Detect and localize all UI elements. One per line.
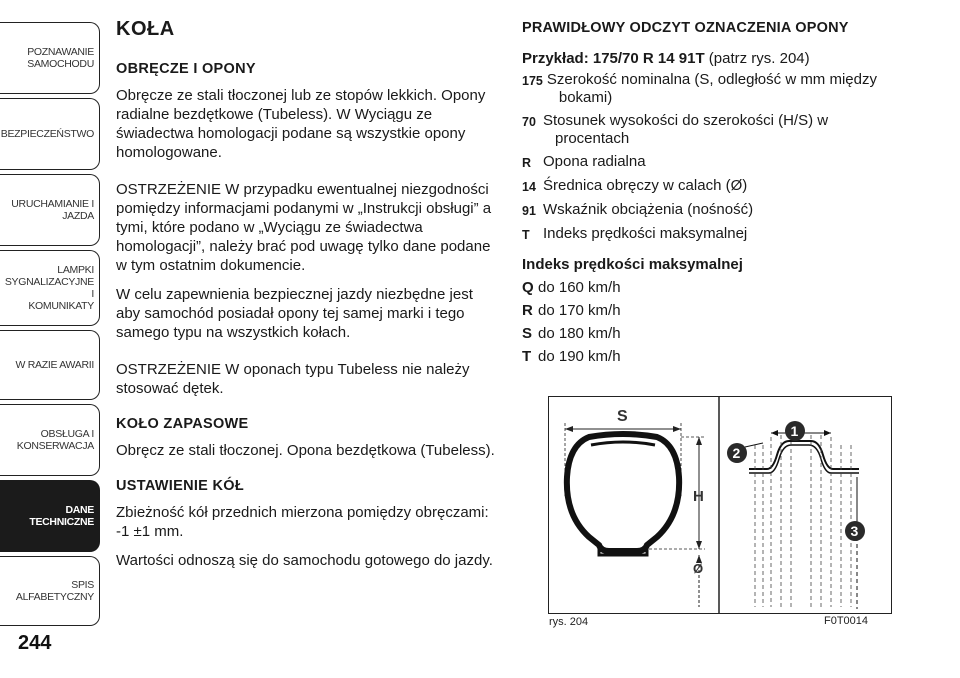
- warning-paragraph: OSTRZEŻENIE W oponach typu Tubeless nie należy stosować dętek.: [116, 361, 470, 397]
- left-column: [116, 18, 496, 580]
- page-number: 244: [18, 632, 52, 654]
- warning-paragraph: OSTRZEŻENIE W przypadku ewentualnej niezgodności pomiędzy informacjami podanymi w „Instrukcji obsługi” a tymi, które podano w „Wyciągu ze świadectwa homologacji”, należy brać pod uwagę tylko dane podane w tym ostatnim dokumencie.: [116, 181, 492, 274]
- definition-text-cont: procentach: [555, 130, 630, 147]
- callout-3: 3: [850, 523, 859, 539]
- tab-label: POZNAWANIE SAMOCHODU: [27, 46, 94, 70]
- arrow-head: [771, 430, 778, 436]
- tab-label: SPIS ALFABETYCZNY: [15, 579, 94, 603]
- speed-item: [522, 301, 922, 320]
- speed-index-heading: Indeks prędkości maksymalnej: [522, 256, 743, 273]
- tab-w-razie-awarii[interactable]: [0, 330, 100, 400]
- callout-1: 1: [790, 423, 799, 439]
- tab-label: URUCHAMIANIE I JAZDA: [11, 198, 94, 222]
- tab-obsluga-i-konserwacja[interactable]: [0, 404, 100, 476]
- speed-code: S: [522, 325, 533, 342]
- definition-text: Opona radialna: [543, 153, 646, 170]
- label-h: H: [693, 488, 704, 505]
- definition-text: Szerokość nominalna (S, odległość w mm między: [546, 71, 877, 88]
- tab-poznawanie-samochodu[interactable]: [0, 22, 100, 94]
- tab-spis-alfabetyczny[interactable]: [0, 556, 100, 626]
- speed-item: [522, 324, 922, 343]
- right-column: [522, 20, 922, 370]
- definition-code: R: [522, 156, 532, 170]
- speed-code: T: [522, 348, 532, 365]
- definition-text: Stosunek wysokości do szerokości (H/S) w: [543, 112, 829, 129]
- tab-lampki-sygnalizacyjne[interactable]: [0, 250, 100, 326]
- callout-2: 2: [732, 445, 741, 461]
- paragraph: Zbieżność kół przednich mierzona pomiędzy obręczami: -1 ±1 mm.: [116, 504, 489, 540]
- arrow-head: [824, 430, 831, 436]
- tab-label: LAMPKI SYGNALIZACYJNE I KOMUNIKATY: [4, 264, 94, 312]
- figure-caption: rys. 204: [549, 616, 589, 628]
- tab-label: DANE TECHNICZNE: [29, 504, 94, 528]
- definition-item: [522, 112, 922, 148]
- definition-text: Wskaźnik obciążenia (nośność): [543, 201, 754, 218]
- chapter-sidebar: [0, 0, 100, 678]
- definition-item: [522, 177, 922, 196]
- speed-text: do 170 km/h: [538, 302, 621, 319]
- speed-text: do 160 km/h: [538, 279, 621, 296]
- example-figure-ref: (patrz rys. 204): [708, 50, 810, 67]
- tab-dane-techniczne[interactable]: [0, 480, 100, 552]
- arrow-head: [696, 541, 702, 549]
- definition-code: 70: [522, 115, 536, 129]
- speed-text: do 180 km/h: [538, 325, 621, 342]
- tab-bezpieczenstwo[interactable]: [0, 98, 100, 170]
- page-title: KOŁA: [116, 18, 175, 40]
- speed-code: Q: [522, 279, 534, 296]
- definition-item: [522, 201, 922, 220]
- speed-code: R: [522, 302, 533, 319]
- arrow-head: [673, 426, 681, 432]
- section-heading-spare-wheel: KOŁO ZAPASOWE: [116, 416, 249, 432]
- tab-uruchamianie-i-jazda[interactable]: [0, 174, 100, 246]
- example-label: Przykład: 175/70 R 14 91T: [522, 50, 705, 67]
- tyre-outline: [567, 434, 679, 551]
- figure-code: F0T0014: [824, 615, 869, 627]
- section-heading-rims-tyres: OBRĘCZE I OPONY: [116, 61, 256, 77]
- paragraph: Obręcze ze stali tłoczonej lub ze stopów lekkich. Opony radialne bezdętkowe (Tubeless). W Wyciągu ze świadectwa homologacji podane są wszystkie opony homologowane.: [116, 87, 486, 161]
- label-s: S: [617, 408, 628, 425]
- definition-text: Średnica obręczy w calach (Ø): [543, 177, 748, 194]
- definition-item: [522, 71, 922, 107]
- paragraph: Obręcz ze stali tłoczonej. Opona bezdętkowa (Tubeless).: [116, 442, 495, 459]
- section-heading-wheel-alignment: USTAWIENIE KÓŁ: [116, 478, 244, 494]
- tab-label: OBSŁUGA I KONSERWACJA: [16, 428, 94, 452]
- arrow-head: [696, 437, 702, 445]
- tab-label: BEZPIECZEŃSTWO: [0, 128, 94, 140]
- definition-code: 14: [522, 180, 536, 194]
- paragraph: W celu zapewnienia bezpiecznej jazdy niezbędne jest aby samochód posiadał opony tej samej marki i tego samego typu na wszystkich kołach.: [116, 286, 473, 341]
- definition-code: 175: [522, 74, 543, 88]
- speed-item: [522, 278, 922, 297]
- tyre-diagram-svg: [549, 397, 891, 613]
- speed-text: do 190 km/h: [538, 348, 621, 365]
- definition-item: [522, 225, 922, 244]
- tab-label: W RAZIE AWARII: [15, 359, 94, 371]
- definition-item: [522, 153, 922, 172]
- tread-detail: [749, 435, 859, 609]
- definition-text: Indeks prędkości maksymalnej: [543, 225, 748, 242]
- definition-text-cont: bokami): [558, 89, 613, 106]
- section-heading-tyre-marking: PRAWIDŁOWY ODCZYT OZNACZENIA OPONY: [522, 20, 849, 36]
- definition-code: 91: [522, 204, 536, 218]
- tyre-diagram: [548, 396, 892, 614]
- definition-code: T: [522, 228, 530, 242]
- tyre-example: [522, 49, 922, 68]
- label-diameter: Ø: [693, 561, 704, 576]
- callout-leader: [745, 443, 763, 447]
- tread: [591, 442, 655, 445]
- arrow-head: [565, 426, 573, 432]
- paragraph: Wartości odnoszą się do samochodu gotowego do jazdy.: [116, 552, 493, 569]
- speed-item: [522, 347, 922, 366]
